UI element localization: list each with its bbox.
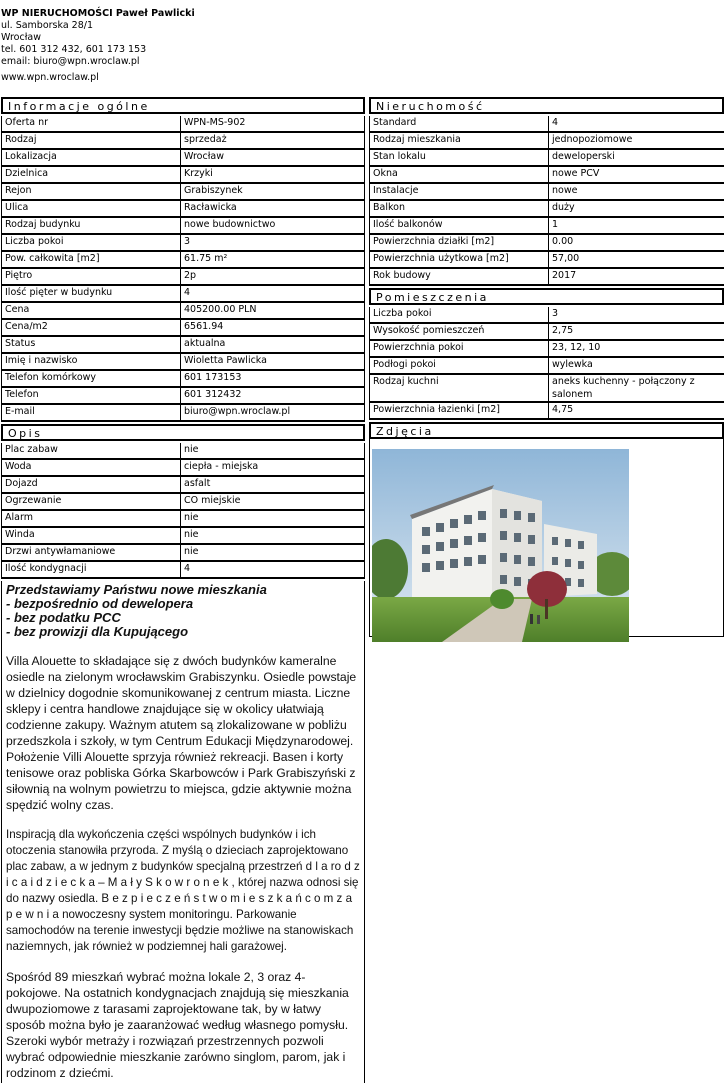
field-label: Telefon komórkowy [1,371,181,388]
table-row [1,371,365,388]
field-value: 4 [549,116,724,133]
field-label: Cena [1,303,181,320]
table-row [1,562,365,579]
table-row [1,269,365,286]
field-label: Pow. całkowita [m2] [1,252,181,269]
table-row [1,405,365,422]
promo-line: - bezpośrednio od dewelopera [6,596,194,611]
field-value: nowe [549,184,724,201]
field-label: Rodzaj mieszkania [369,133,549,150]
general-info-table [1,116,365,422]
section-title-rooms: Pomieszczenia [369,288,724,305]
agency-header [1,8,195,68]
table-row [1,460,365,477]
agency-street: ul. Samborska 28/1 [1,20,94,31]
field-value: 4 [181,286,365,303]
field-value: nowe PCV [549,167,724,184]
table-row [1,528,365,545]
description-paragraph-1: Villa Alouette to składające się z dwóch budynków kameralne osiedle na zielonym wrocławskim Grabiszynku. Osiedle powstaje w dzielnicy dogodnie skomunikowanej z centrum miasta. Liczne sklepy i centra handlowe znajdujące się w okolicy ułatwiają codzienne zakupy. Ważnym atutem są zlokalizowane w pobliżu przedszkola i szkoły, w tym Centrum Edukacji Międzynarodowej. Położenie Villi Alouette sprzyja również rekreacji. Basen i korty tenisowe oraz pobliska Górka Skarbowców i Park Grabiszyński z siłownią na wolnym powietrzu to miejsca, gdzie aktywnie można spędzić wolny czas. [6,654,357,812]
agency-email: email: biuro@wpn.wroclaw.pl [1,56,140,67]
table-row [369,307,724,324]
table-row [1,303,365,320]
field-label: Imię i nazwisko [1,354,181,371]
field-value: Wrocław [181,150,365,167]
field-value: ciepła - miejska [181,460,365,477]
field-label: Status [1,337,181,354]
field-value: Krzyki [181,167,365,184]
building-photo[interactable] [372,449,629,642]
table-row [1,201,365,218]
table-row [369,269,724,286]
table-row [1,116,365,133]
field-label: Rejon [1,184,181,201]
left-column [1,96,365,1083]
table-row [1,354,365,371]
table-row [369,184,724,201]
field-value: 1 [549,218,724,235]
table-row [1,133,365,150]
description-paragraph-2: Inspiracją dla wykończenia części wspólnych budynków i ich otoczenia stanowiła przyroda. Z myślą o dzieciach zaprojektowano plac zabaw, a w jednym z budynków specjalną przestrzeń d l a ro d z i c a i d z i e c k a – M a ł y S k o w r o n e k , której nazwa odnosi się do nazwy osiedla. B e z p i e c z e ń s t w o m i e s z k a ń c o m z a p e w n i a nowoczesny system monitoringu. Parkowanie samochodów na terenie inwestycji będzie możliwe na stanowiskach naziemnych, jak również w podziemnej hali garażowej. [6,828,360,953]
field-value: 405200.00 PLN [181,303,365,320]
field-value: nie [181,511,365,528]
table-row [369,324,724,341]
field-label: Stan lokalu [369,150,549,167]
agency-website-link[interactable]: www.wpn.wroclaw.pl [1,72,99,83]
table-row [1,545,365,562]
field-value: CO miejskie [181,494,365,511]
table-row [1,443,365,460]
field-label: Winda [1,528,181,545]
table-row [1,286,365,303]
field-label: Rodzaj kuchni [369,375,549,403]
field-label: Piętro [1,269,181,286]
table-row [369,167,724,184]
table-row [1,511,365,528]
field-label: Liczba pokoi [369,307,549,324]
field-label: Ilość balkonów [369,218,549,235]
field-label: E-mail [1,405,181,422]
description-table [1,443,365,579]
table-row [1,167,365,184]
field-label: Cena/m2 [1,320,181,337]
field-value: WPN-MS-902 [181,116,365,133]
description-text [1,581,365,1083]
table-row [369,133,724,150]
field-label: Ulica [1,201,181,218]
field-value: 4 [181,562,365,579]
field-label: Ilość pięter w budynku [1,286,181,303]
agency-phones: tel. 601 312 432, 601 173 153 [1,44,147,55]
field-value: deweloperski [549,150,724,167]
field-value: nie [181,545,365,562]
field-value: nie [181,528,365,545]
field-label: Rok budowy [369,269,549,286]
field-value: 2017 [549,269,724,286]
field-value: 3 [549,307,724,324]
field-label: Ogrzewanie [1,494,181,511]
section-title-photos: Zdjęcia [369,422,724,439]
field-value: 2p [181,269,365,286]
field-label: Oferta nr [1,116,181,133]
field-label: Lokalizacja [1,150,181,167]
field-value: nowe budownictwo [181,218,365,235]
table-row [1,235,365,252]
field-value: 601 312432 [181,388,365,405]
field-label: Alarm [1,511,181,528]
table-row [1,388,365,405]
table-row [369,150,724,167]
field-label: Dzielnica [1,167,181,184]
table-row [369,358,724,375]
table-row [1,494,365,511]
promo-line: - bez prowizji dla Kupującego [6,624,189,639]
table-row [369,218,724,235]
field-label: Balkon [369,201,549,218]
section-title-opis: Opis [1,424,365,441]
field-value: 601 173153 [181,371,365,388]
field-label: Powierzchnia użytkowa [m2] [369,252,549,269]
field-value: biuro@wpn.wroclaw.pl [181,405,365,422]
table-row [369,403,724,420]
table-row [369,341,724,358]
field-label: Okna [369,167,549,184]
field-value: 2,75 [549,324,724,341]
field-label: Ilość kondygnacji [1,562,181,579]
field-value: aktualna [181,337,365,354]
field-value: 0.00 [549,235,724,252]
field-value: 23, 12, 10 [549,341,724,358]
field-label: Dojazd [1,477,181,494]
field-value: 4,75 [549,403,724,420]
table-row [1,477,365,494]
table-row [1,184,365,201]
field-label: Powierzchnia pokoi [369,341,549,358]
table-row [1,150,365,167]
table-row [369,375,724,403]
field-label: Liczba pokoi [1,235,181,252]
field-value: 3 [181,235,365,252]
property-table [369,116,724,286]
table-row [1,337,365,354]
field-label: Podłogi pokoi [369,358,549,375]
field-value: 61.75 m² [181,252,365,269]
field-value: jednopoziomowe [549,133,724,150]
field-value: asfalt [181,477,365,494]
field-value: Grabiszynek [181,184,365,201]
table-row [1,320,365,337]
section-title-general: Informacje ogólne [1,97,365,114]
field-value: sprzedaż [181,133,365,150]
field-label: Telefon [1,388,181,405]
field-label: Rodzaj [1,133,181,150]
field-value: aneks kuchenny - połączony z salonem [549,375,724,403]
rooms-table [369,307,724,420]
field-label: Wysokość pomieszczeń [369,324,549,341]
field-value: 57,00 [549,252,724,269]
field-label: Woda [1,460,181,477]
field-label: Instalacje [369,184,549,201]
field-label: Standard [369,116,549,133]
table-row [369,252,724,269]
agency-name: WP NIERUCHOMOŚCI Paweł Pawlicki [1,8,195,19]
section-title-property: Nieruchomość [369,97,724,114]
building-render-image [372,449,629,642]
photos-box [369,439,724,637]
field-label: Rodzaj budynku [1,218,181,235]
agency-city: Wrocław [1,32,41,43]
field-label: Plac zabaw [1,443,181,460]
field-value: duży [549,201,724,218]
field-value: nie [181,443,365,460]
promo-line: Przedstawiamy Państwu nowe mieszkania [6,582,267,597]
table-row [369,201,724,218]
table-row [1,218,365,235]
promo-line: - bez podatku PCC [6,610,121,625]
promo-text [6,583,360,639]
description-paragraph-3: Spośród 89 mieszkań wybrać można lokale 2, 3 oraz 4-pokojowe. Na ostatnich kondygnacjach znajdują się mieszkania dwupoziomowe z tarasami zaprojektowane tak, by w łatwy sposób można było je zaaranżować według własnego pomysłu. Szeroki wybór metraży i rozwiązań przestrzennych pozwoli wybrać odpowiednie mieszkanie zarówno singlom, parom, jak i rodzinom z dziećmi. [6,970,349,1080]
table-row [369,116,724,133]
field-value: Wioletta Pawlicka [181,354,365,371]
table-row [1,252,365,269]
field-label: Powierzchnia działki [m2] [369,235,549,252]
right-column [369,96,724,637]
field-value: wylewka [549,358,724,375]
table-row [369,235,724,252]
field-value: Racławicka [181,201,365,218]
field-label: Powierzchnia łazienki [m2] [369,403,549,420]
field-label: Drzwi antywłamaniowe [1,545,181,562]
field-value: 6561.94 [181,320,365,337]
